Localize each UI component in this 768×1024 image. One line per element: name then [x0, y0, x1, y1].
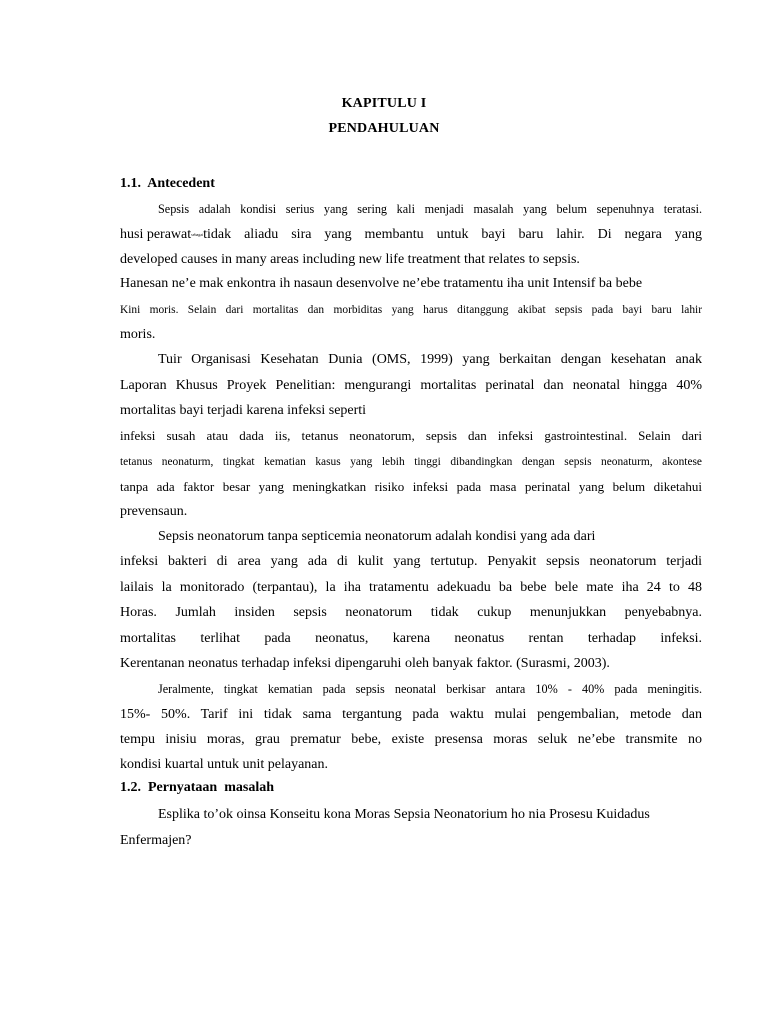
text-run: husi perawat: [120, 227, 192, 242]
paragraph-line: Kini moris. Selain dari mortalitas dan morbiditas yang harus ditanggung akibat sepsis pada bayi baru lahir: [120, 304, 702, 316]
chapter-number: KAPITULU I: [341, 96, 427, 111]
paragraph-line: tanpa ada faktor besar yang meningkatkan risiko infeksi pada masa perinatal yang belum diketahui: [120, 479, 702, 494]
paragraph-line: Hanesan ne’e mak enkontra ih nasaun desenvolve ne’ebe tratamentu iha unit Intensif ba bebe: [120, 276, 643, 291]
paragraph-line: Sepsis neonatorum tanpa septicemia neonatorum adalah kondisi yang ada dari: [158, 529, 596, 544]
chapter-title: PENDAHULUAN: [328, 121, 440, 136]
paragraph-line: 15%- 50%. Tarif ini tidak sama tergantung pada waktu mulai pengembalian, metode dan: [120, 707, 702, 722]
paragraph-line: infeksi susah atau dada iis, tetanus neonatorum, sepsis dan infeksi gastrointestinal. Selain dari: [120, 428, 702, 443]
paragraph-line: Tuir Organisasi Kesehatan Dunia (OMS, 1999) yang berkaitan dengan kesehatan anak: [158, 352, 702, 367]
text-run: tidak aliadu sira yang membantu untuk bayi baru lahir. Di negara yang: [203, 227, 702, 242]
section-1-2-heading: 1.2. Pernyataan masalah: [120, 780, 274, 795]
paragraph-line: developed causes in many areas including new life treatment that relates to sepsis.: [120, 252, 580, 267]
paragraph-line: Horas. Jumlah insiden sepsis neonatorum tidak cukup menunjukkan penyebabnya.: [120, 605, 702, 620]
paragraph-line: Kerentanan neonatus terhadap infeksi dipengaruhi oleh banyak faktor. (Surasmi, 2003).: [120, 656, 610, 671]
superscript-note: sebagai: [191, 232, 204, 237]
paragraph-line: mortalitas terlihat pada neonatus, karena neonatus rentan terhadap infeksi.: [120, 631, 702, 646]
paragraph-line: mortalitas bayi terjadi karena infeksi seperti: [120, 403, 367, 418]
paragraph-line: tetanus neonaturm, tingkat kematian kasus yang lebih tinggi dibandingkan dengan sepsis neonaturm, akontese: [120, 456, 702, 468]
paragraph-line: Sepsis adalah kondisi serius yang sering kali menjadi masalah yang belum sepenuhnya teratasi.: [158, 202, 702, 216]
paragraph-line: Laporan Khusus Proyek Penelitian: mengurangi mortalitas perinatal dan neonatal hingga 40%: [120, 378, 702, 393]
paragraph-line: tempu inisiu moras, grau prematur bebe, existe presensa moras seluk ne’ebe transmite no: [120, 732, 702, 747]
paragraph-line: infeksi bakteri di area yang ada di kulit yang tertutup. Penyakit sepsis neonatorum terjadi: [120, 554, 702, 569]
paragraph-line: [120, 226, 702, 244]
paragraph-line: lailais la monitorado (terpantau), la iha tratamentu adekuadu ba bebe bele mate iha 24 to 48: [120, 580, 702, 595]
paragraph-line: Enfermajen?: [120, 833, 192, 848]
section-1-1-heading: 1.1. Antecedent: [120, 176, 215, 191]
paragraph-line: Esplika to’ok oinsa Konseitu kona Moras Sepsia Neonatorium ho nia Prosesu Kuidadus: [158, 807, 650, 822]
paragraph-line: kondisi kuartal untuk unit pelayanan.: [120, 757, 329, 772]
paragraph-line: prevensaun.: [120, 504, 188, 519]
paragraph-line: moris.: [120, 327, 156, 342]
paragraph-line: Jeralmente, tingkat kematian pada sepsis neonatal berkisar antara 10% - 40% pada meningitis.: [158, 682, 702, 696]
